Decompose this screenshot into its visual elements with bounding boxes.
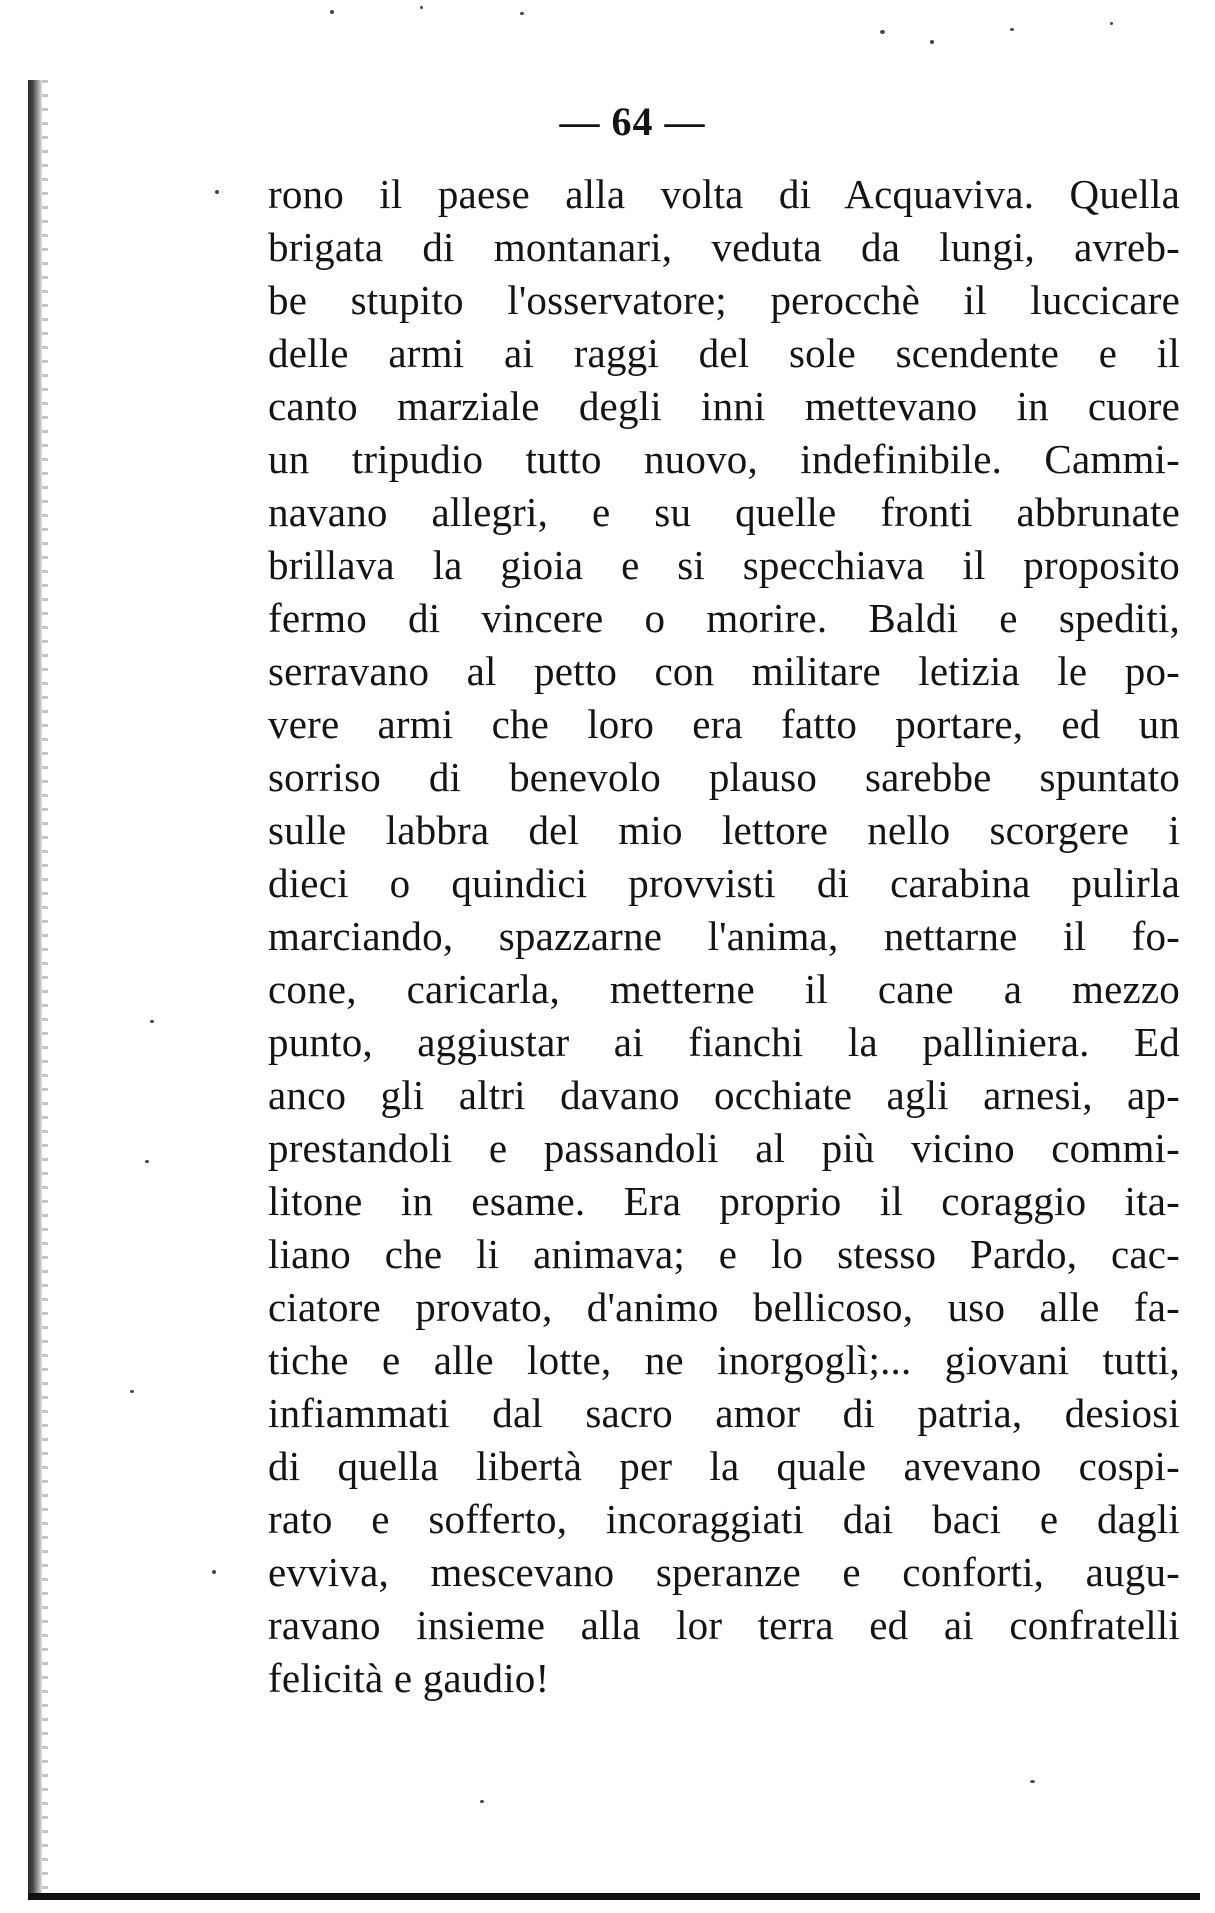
scan-speck xyxy=(215,190,219,194)
body-text xyxy=(268,168,1180,1705)
text-line: delle armi ai raggi del sole scendente e il xyxy=(268,330,1180,376)
text-line: rono il paese alla volta di Acquaviva. Quella xyxy=(268,171,1180,217)
text-line: di quella libertà per la quale avevano cospi- xyxy=(268,1443,1180,1489)
text-line: ravano insieme alla lor terra ed ai confratelli xyxy=(268,1602,1180,1648)
text-line: ciatore provato, d'animo bellicoso, uso alle fa- xyxy=(268,1284,1180,1330)
text-line: un tripudio tutto nuovo, indefinibile. Cammi- xyxy=(268,436,1180,482)
scan-speck xyxy=(480,1800,484,1803)
text-line: be stupito l'osservatore; perocchè il luccicare xyxy=(268,277,1180,323)
scan-speck xyxy=(212,1570,216,1574)
text-line: vere armi che loro era fatto portare, ed un xyxy=(268,701,1180,747)
scan-speck xyxy=(930,40,934,44)
text-line: infiammati dal sacro amor di patria, desiosi xyxy=(268,1390,1180,1436)
text-line: canto marziale degli inni mettevano in cuore xyxy=(268,383,1180,429)
scan-speck xyxy=(1030,1780,1035,1783)
binding-edge xyxy=(28,80,42,1900)
scan-speck xyxy=(520,12,524,15)
text-line: litone in esame. Era proprio il coraggio ita- xyxy=(268,1178,1180,1224)
text-line: sorriso di benevolo plauso sarebbe spuntato xyxy=(268,754,1180,800)
scan-speck xyxy=(150,1020,154,1023)
text-line: navano allegri, e su quelle fronti abbrunate xyxy=(268,489,1180,535)
text-line: anco gli altri davano occhiate agli arnesi, ap- xyxy=(268,1072,1180,1118)
text-line: marciando, spazzarne l'anima, nettarne il fo- xyxy=(268,913,1180,959)
scan-speck xyxy=(130,1390,134,1393)
scan-speck xyxy=(1010,28,1014,31)
page-number: — 64 — xyxy=(559,99,706,144)
text-line: liano che li animava; e lo stesso Pardo, cac- xyxy=(268,1231,1180,1277)
text-line: tiche e alle lotte, ne inorgoglì;... giovani tutti, xyxy=(268,1337,1180,1383)
text-line: cone, caricarla, metterne il cane a mezzo xyxy=(268,966,1180,1012)
text-line: evviva, mescevano speranze e conforti, augu- xyxy=(268,1549,1180,1595)
scan-speck xyxy=(330,10,334,14)
bottom-rule xyxy=(28,1893,1200,1900)
text-line: prestandoli e passandoli al più vicino commi- xyxy=(268,1125,1180,1171)
text-line: serravano al petto con militare letizia le po- xyxy=(268,648,1180,694)
scan-speck xyxy=(145,1160,149,1163)
text-line: punto, aggiustar ai fianchi la palliniera. Ed xyxy=(268,1019,1180,1065)
scan-speck xyxy=(1110,22,1113,25)
text-line: fermo di vincere o morire. Baldi e spediti, xyxy=(268,595,1180,641)
text-line: felicità e gaudio! xyxy=(268,1655,550,1701)
text-line: brillava la gioia e si specchiava il proposito xyxy=(268,542,1180,588)
text-line: sulle labbra del mio lettore nello scorgere i xyxy=(268,807,1180,853)
scan-speck xyxy=(420,6,423,9)
text-line: dieci o quindici provvisti di carabina pulirla xyxy=(268,860,1180,906)
scan-speck xyxy=(880,30,885,34)
text-line: rato e sofferto, incoraggiati dai baci e dagli xyxy=(268,1496,1180,1542)
text-line: brigata di montanari, veduta da lungi, avreb- xyxy=(268,224,1180,270)
